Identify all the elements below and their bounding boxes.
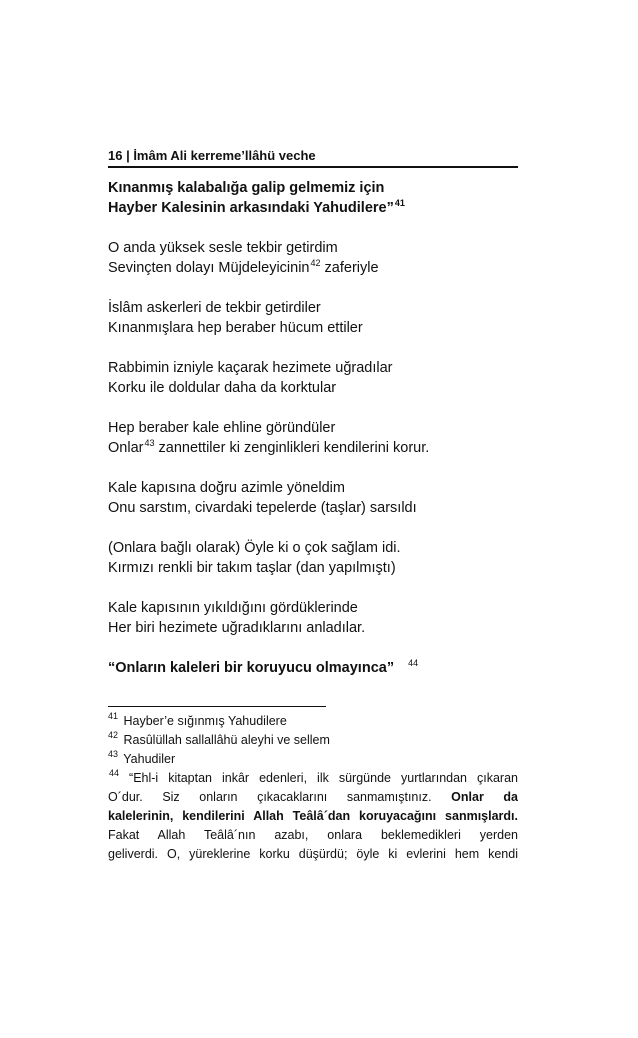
page-header: 16 | İmâm Ali kerreme’llâhü veche [108, 148, 518, 168]
verse-text: zannettiler ki zenginlikleri kendilerini korur. [154, 440, 430, 456]
footnote-42 [108, 731, 518, 750]
verse-text: Kınanmışlara hep beraber hücum ettiler [108, 320, 363, 336]
verse-text: Korku ile doldular daha da korktular [108, 380, 337, 396]
verse-line [108, 358, 520, 378]
stanza-7 [108, 538, 520, 578]
verse-text: O anda yüksek sesle tekbir getirdim [108, 240, 338, 256]
footnote-43 [108, 750, 518, 769]
verse-line [108, 438, 520, 458]
footnote-text: geliverdi. O, yüreklerine korku düşürdü; öyle ki evlerini hem kendi [108, 847, 518, 861]
footnote-text: Fakat Allah Teâlâ´nın azabı, onlara beklemedikleri yerden [108, 828, 518, 842]
verse-text: Sevinçten dolayı Müjdeleyicinin [108, 260, 310, 276]
verse-line [108, 238, 520, 258]
footnote-text: Yahudiler [123, 752, 176, 766]
footnote-44-line-5 [108, 845, 518, 864]
footnote-number: 44 [109, 768, 120, 778]
verse-line [108, 198, 520, 218]
verse-line [108, 298, 520, 318]
verse-line [108, 318, 520, 338]
stanza-4 [108, 358, 520, 398]
footnote-ref: 42 [310, 258, 321, 268]
verse-text: Onu sarstım, civardaki tepelerde (taşlar) sarsıldı [108, 500, 417, 516]
footnote-ref: 43 [144, 438, 155, 448]
verse-text: (Onlara bağlı olarak) Öyle ki o çok sağlam idi. [108, 540, 401, 556]
footnote-ref: 41 [394, 198, 405, 208]
poem-body [108, 178, 520, 678]
footnote-divider [108, 706, 326, 707]
quote-text: “Onların kaleleri bir koruyucu olmayınca” [108, 660, 395, 676]
verse-text: Kale kapısının yıkıldığını gördüklerinde [108, 600, 358, 616]
verse-text: Kınanmış kalabalığa galip gelmemiz için [108, 180, 385, 196]
stanza-8 [108, 598, 520, 638]
verse-line [108, 478, 520, 498]
stanza-3 [108, 298, 520, 338]
footnote-text: O´dur. Siz onların çıkacaklarını sanmamıştınız. [108, 790, 452, 804]
stanza-6 [108, 478, 520, 518]
verse-line [108, 258, 520, 278]
verse-text: Kale kapısına doğru azimle yöneldim [108, 480, 345, 496]
verse-text: İslâm askerleri de tekbir getirdiler [108, 300, 321, 316]
footnote-ref: 44 [408, 658, 419, 668]
footnote-44-line-4 [108, 826, 518, 845]
footnote-text: “Ehl-i kitaptan inkâr edenleri, ilk sürgünde yurtlarından çıkaran [129, 771, 518, 785]
footnote-text: Hayber’e sığınmış Yahudilere [123, 714, 287, 728]
footnote-number: 42 [108, 730, 119, 740]
stanza-1 [108, 178, 520, 218]
verse-text: Hayber Kalesinin arkasındaki Yahudilere” [108, 200, 394, 216]
stanza-2 [108, 238, 520, 278]
verse-text: Rabbimin izniyle kaçarak hezimete uğradılar [108, 360, 393, 376]
footnote-number: 43 [108, 749, 119, 759]
verse-text: Kırmızı renkli bir takım taşlar (dan yapılmıştı) [108, 560, 396, 576]
footnote-44-line-2 [108, 788, 518, 807]
verse-text: Hep beraber kale ehline göründüler [108, 420, 336, 436]
footnote-44-line-3 [108, 807, 518, 826]
verse-line [108, 598, 520, 618]
verse-text: Onlar [108, 440, 144, 456]
verse-line [108, 418, 520, 438]
footnote-44-line-1 [108, 769, 518, 788]
verse-text: Her biri hezimete uğradıklarını anladılar. [108, 620, 366, 636]
footnote-41 [108, 712, 518, 731]
verse-text: zaferiyle [320, 260, 379, 276]
footnote-text: Rasûlüllah sallallâhü aleyhi ve sellem [123, 733, 330, 747]
verse-line [108, 378, 520, 398]
verse-line [108, 538, 520, 558]
verse-line [108, 618, 520, 638]
stanza-5 [108, 418, 520, 458]
closing-quote [108, 658, 520, 678]
footnote-number: 41 [108, 711, 119, 721]
footnote-bold-text: kalelerinin, kendilerini Allah Teâlâ´dan koruyacağını sanmışlardı. [108, 809, 518, 823]
footnotes [108, 712, 518, 864]
footnote-bold-text: Onlar da [451, 790, 518, 804]
verse-line [108, 558, 520, 578]
verse-line [108, 498, 520, 518]
verse-line [108, 178, 520, 198]
